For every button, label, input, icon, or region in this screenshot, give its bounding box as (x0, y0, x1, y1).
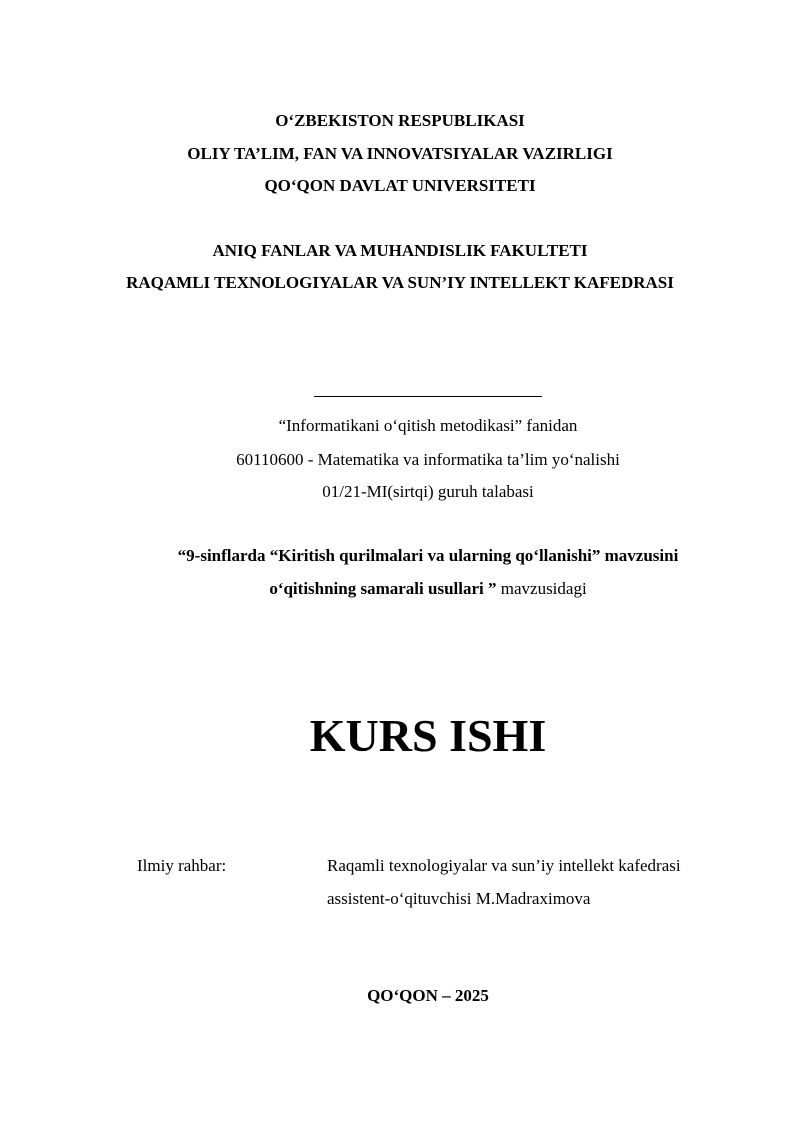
topic-line-2 (0, 579, 800, 599)
supervisor-label: Ilmiy rahbar: (137, 856, 227, 875)
topic-line-2-suffix: mavzusidagi (496, 579, 587, 598)
topic-line-1: “9-sinflarda “Kiritish qurilmalari va ularning qo‘llanishi” mavzusini (177, 546, 679, 565)
program-line: 60110600 - Matematika va informatika ta’lim yo‘nalishi (236, 450, 620, 469)
group-line: 01/21-MI(sirtqi) guruh talabasi (322, 482, 534, 501)
department-heading: RAQAMLI TEXNOLOGIYALAR VA SUN’IY INTELLEKT KAFEDRASI (126, 273, 674, 292)
document-title: KURS ISHI (309, 710, 547, 761)
topic-line-2-bold: o‘qitishning samarali usullari ” (269, 579, 497, 598)
supervisor-position: Raqamli texnologiyalar va sun’iy intellekt kafedrasi (327, 856, 681, 875)
ministry-heading: OLIY TA’LIM, FAN VA INNOVATSIYALAR VAZIRLIGI (187, 144, 613, 163)
supervisor-name: assistent-o‘qituvchisi M.Madraximova (327, 889, 591, 908)
faculty-heading: ANIQ FANLAR VA MUHANDISLIK FAKULTETI (212, 241, 588, 260)
subject-line: “Informatikani o‘qitish metodikasi” fanidan (278, 416, 578, 435)
place-year: QO‘QON – 2025 (367, 986, 489, 1005)
university-heading: QO‘QON DAVLAT UNIVERSITETI (264, 176, 536, 195)
republic-heading: O‘ZBEKISTON RESPUBLIKASI (275, 111, 525, 130)
student-name-blank-line (314, 396, 542, 397)
